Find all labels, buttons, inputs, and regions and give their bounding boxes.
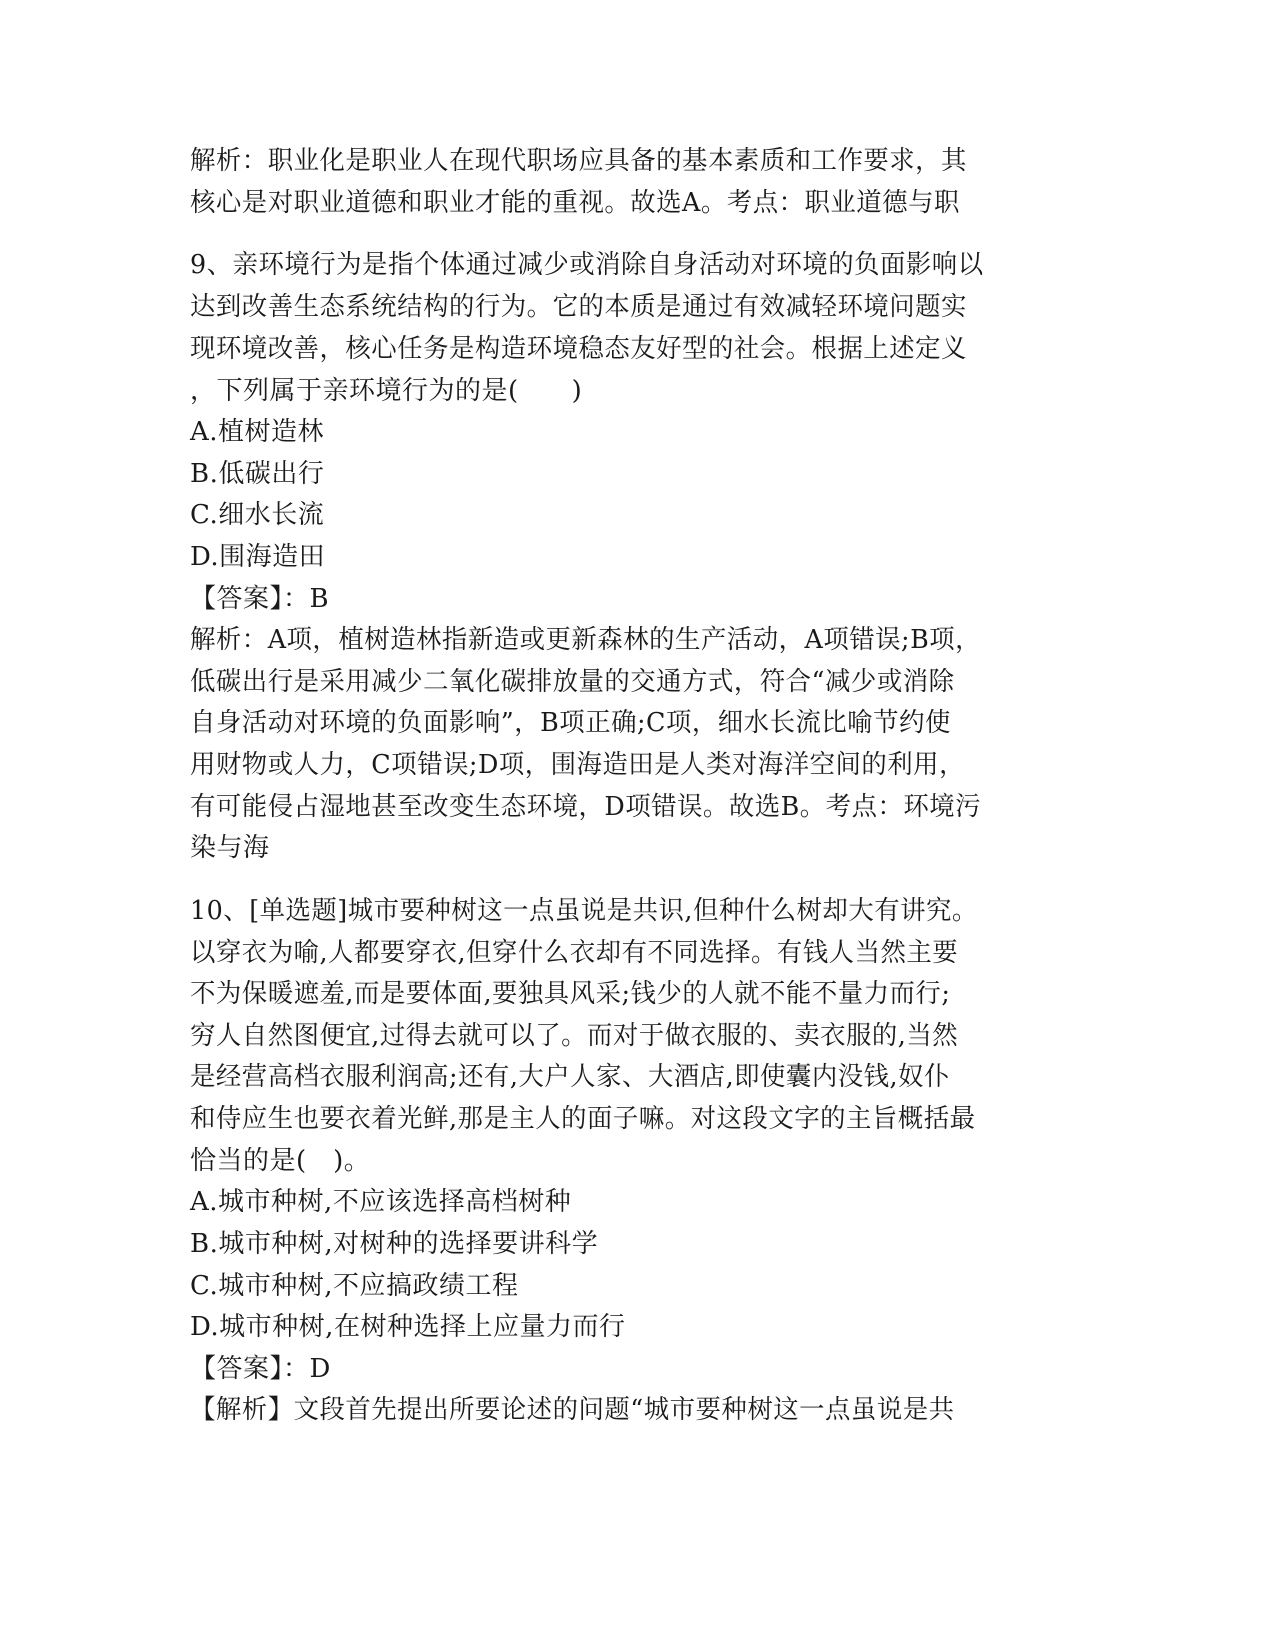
q9-explanation-line-6: 染与海 [190, 833, 270, 863]
q9-explanation-line-3: 自身活动对环境的负面影响”，B项正确;C项，细水长流比喻节约使 [190, 708, 951, 738]
q10-option-b: B.城市种树,对树种的选择要讲科学 [190, 1229, 599, 1259]
q10-stem-line-6: 和侍应生也要衣着光鲜,那是主人的面子嘛。对这段文字的主旨概括最 [190, 1104, 976, 1134]
q10-stem-line-1: 10、[单选题]城市要种树这一点虽说是共识,但种什么树却大有讲究。 [190, 896, 978, 926]
q8-explanation-line-1: 解析：职业化是职业人在现代职场应具备的基本素质和工作要求，其 [190, 146, 967, 176]
q10-explanation-line-1: 【解析】文段首先提出所要论述的问题“城市要种树这一点虽说是共 [190, 1395, 955, 1425]
q9-option-a: A.植树造林 [190, 417, 325, 447]
q9-stem-line-1: 9、亲环境行为是指个体通过减少或消除自身活动对环境的负面影响以 [190, 250, 984, 280]
q10-stem-line-2: 以穿衣为喻,人都要穿衣,但穿什么衣却有不同选择。有钱人当然主要 [190, 938, 959, 968]
q9-stem-line-3: 现环境改善，核心任务是构造环境稳态友好型的社会。根据上述定义 [190, 334, 967, 364]
q9-explanation-line-5: 有可能侵占湿地甚至改变生态环境，D项错误。故选B。考点：环境污 [190, 792, 982, 822]
q9-option-c: C.细水长流 [190, 500, 325, 530]
q9-explanation-line-1: 解析：A项，植树造林指新造或更新森林的生产活动，A项错误;B项， [190, 625, 982, 655]
q9-option-b: B.低碳出行 [190, 459, 325, 489]
q10-answer: 【答案】：D [190, 1354, 331, 1384]
q10-stem-line-4: 穷人自然图便宜,过得去就可以了。而对于做衣服的、卖衣服的,当然 [190, 1021, 959, 1051]
q10-option-c: C.城市种树,不应搞政绩工程 [190, 1271, 519, 1301]
q8-explanation-line-2: 核心是对职业道德和职业才能的重视。故选A。考点：职业道德与职 [190, 188, 960, 218]
q10-stem-line-7: 恰当的是( )。 [190, 1146, 371, 1176]
q10-option-d: D.城市种树,在树种选择上应量力而行 [190, 1312, 626, 1342]
q10-stem-line-3: 不为保暖遮羞,而是要体面,要独具风采;钱少的人就不能不量力而行; [190, 979, 951, 1009]
q9-answer: 【答案】：B [190, 584, 330, 614]
q9-explanation-line-2: 低碳出行是采用减少二氧化碳排放量的交通方式，符合“减少或消除 [190, 667, 955, 697]
q9-option-d: D.围海造田 [190, 542, 326, 572]
q9-stem-line-2: 达到改善生态系统结构的行为。它的本质是通过有效减轻环境问题实 [190, 292, 967, 322]
q9-stem-line-4: ，下列属于亲环境行为的是( ) [190, 376, 583, 406]
q10-option-a: A.城市种树,不应该选择高档树种 [190, 1187, 572, 1217]
q10-stem-line-5: 是经营高档衣服利润高;还有,大户人家、大酒店,即使囊内没钱,奴仆 [190, 1062, 950, 1092]
q9-explanation-line-4: 用财物或人力，C项错误;D项，围海造田是人类对海洋空间的利用， [190, 750, 965, 780]
